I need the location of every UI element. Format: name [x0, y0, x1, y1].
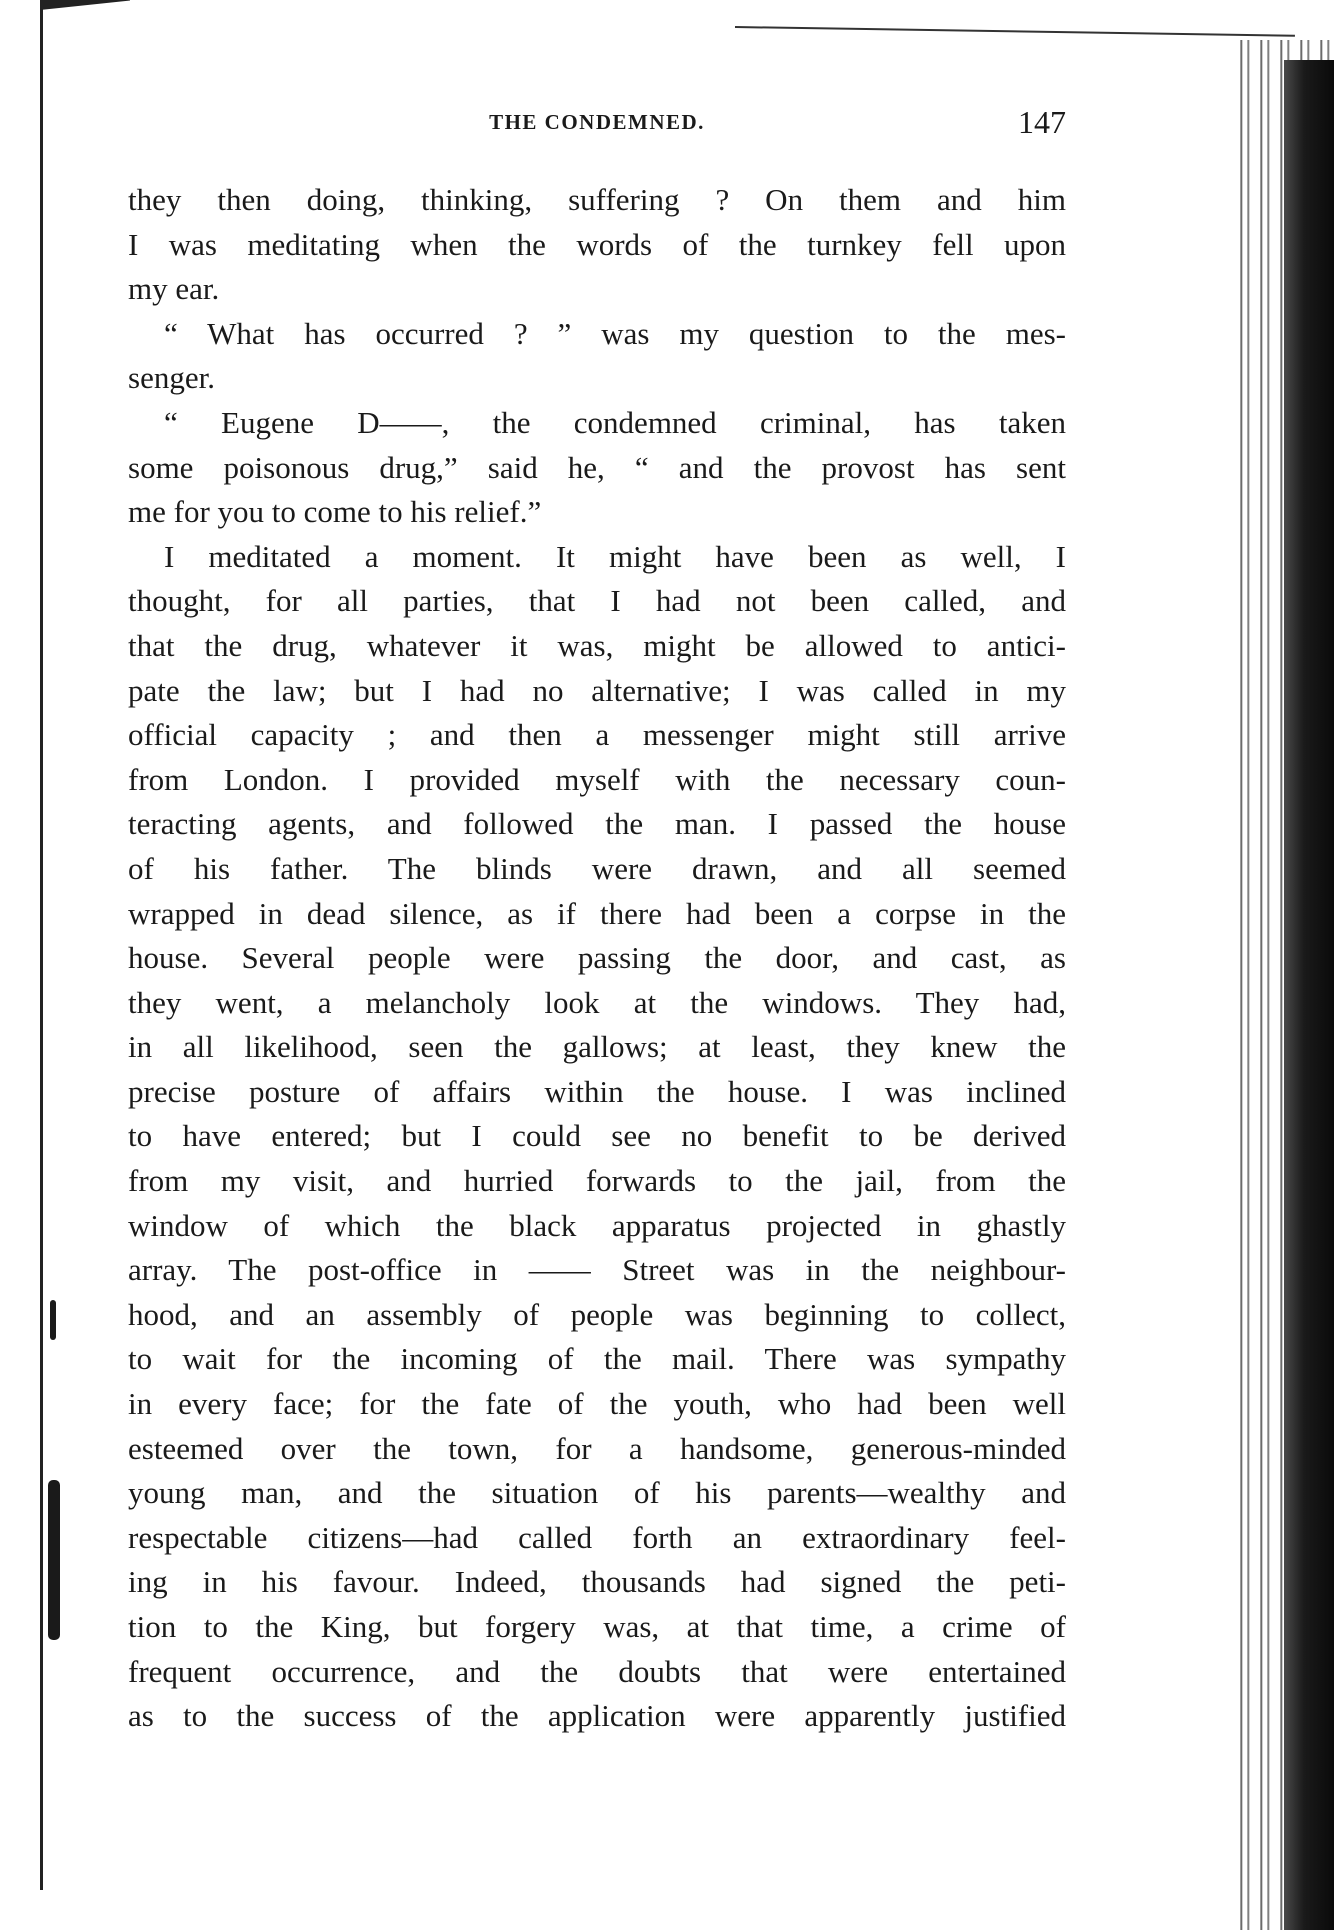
text-line: esteemed over the town, for a handsome, generous-minded — [128, 1430, 1066, 1466]
text-line: to wait for the incoming of the mail. There was sympathy — [128, 1341, 1066, 1377]
text-line: some poisonous drug,” said he, “ and the provost has sent — [128, 449, 1066, 485]
text-line: I was meditating when the words of the turnkey fell upon — [128, 226, 1066, 262]
text-line: senger. — [128, 360, 215, 396]
text-line: window of which the black apparatus projected in ghastly — [128, 1207, 1066, 1243]
text-line: array. The post-office in —— Street was in the neighbour- — [128, 1252, 1066, 1288]
text-line: in all likelihood, seen the gallows; at least, they knew the — [128, 1029, 1066, 1065]
text-line: house. Several people were passing the door, and cast, as — [128, 940, 1066, 976]
text-line: my ear. — [128, 271, 220, 307]
text-line: from London. I provided myself with the necessary coun- — [128, 761, 1066, 797]
text-line: young man, and the situation of his parents—wealthy and — [128, 1475, 1066, 1511]
text-line: from my visit, and hurried forwards to the jail, from the — [128, 1163, 1066, 1199]
text-line: frequent occurrence, and the doubts that were entertained — [128, 1653, 1066, 1689]
body-text — [128, 178, 1066, 1739]
text-line: I meditated a moment. It might have been as well, I — [164, 538, 1066, 574]
page-edge-left — [40, 0, 43, 1890]
binding-shadow — [48, 1480, 60, 1640]
text-line: hood, and an assembly of people was beginning to collect, — [128, 1296, 1066, 1332]
text-line: in every face; for the fate of the youth, who had been well — [128, 1386, 1066, 1422]
text-line: thought, for all parties, that I had not been called, and — [128, 583, 1066, 619]
text-line: that the drug, whatever it was, might be allowed to antici- — [128, 627, 1066, 663]
text-line: tion to the King, but forgery was, at that time, a crime of — [128, 1609, 1066, 1644]
text-line: respectable citizens—had called forth an extraordinary feel- — [128, 1519, 1066, 1555]
page-edge-top — [735, 26, 1295, 37]
text-line: official capacity ; and then a messenger might still arrive — [128, 717, 1066, 753]
text-line: pate the law; but I had no alternative; I was called in my — [128, 672, 1066, 708]
text-line: of his father. The blinds were drawn, and all seemed — [128, 850, 1066, 886]
text-line: “ Eugene D——, the condemned criminal, has taken — [164, 404, 1066, 440]
book-gutter-shadow — [1284, 60, 1334, 1930]
text-line: they went, a melancholy look at the windows. They had, — [128, 984, 1066, 1020]
text-line: they then doing, thinking, suffering ? On them and him — [128, 182, 1066, 217]
text-line: precise posture of affairs within the house. I was inclined — [128, 1073, 1066, 1109]
binding-shadow — [50, 1300, 56, 1340]
text-line: “ What has occurred ? ” was my question to the mes- — [164, 315, 1066, 351]
chapter-title: THE CONDEMNED. — [489, 110, 705, 134]
page-edge-mark — [40, 0, 130, 10]
text-line: wrapped in dead silence, as if there had been a corpse in the — [128, 895, 1066, 931]
text-line: teracting agents, and followed the man. I passed the house — [128, 806, 1066, 842]
page-number: 147 — [1018, 104, 1066, 140]
text-line: ing in his favour. Indeed, thousands had signed the peti- — [128, 1564, 1066, 1600]
text-line: as to the success of the application were apparently justified — [128, 1698, 1066, 1734]
running-head — [128, 104, 1066, 140]
text-line: me for you to come to his relief.” — [128, 494, 542, 530]
text-line: to have entered; but I could see no benefit to be derived — [128, 1118, 1066, 1154]
